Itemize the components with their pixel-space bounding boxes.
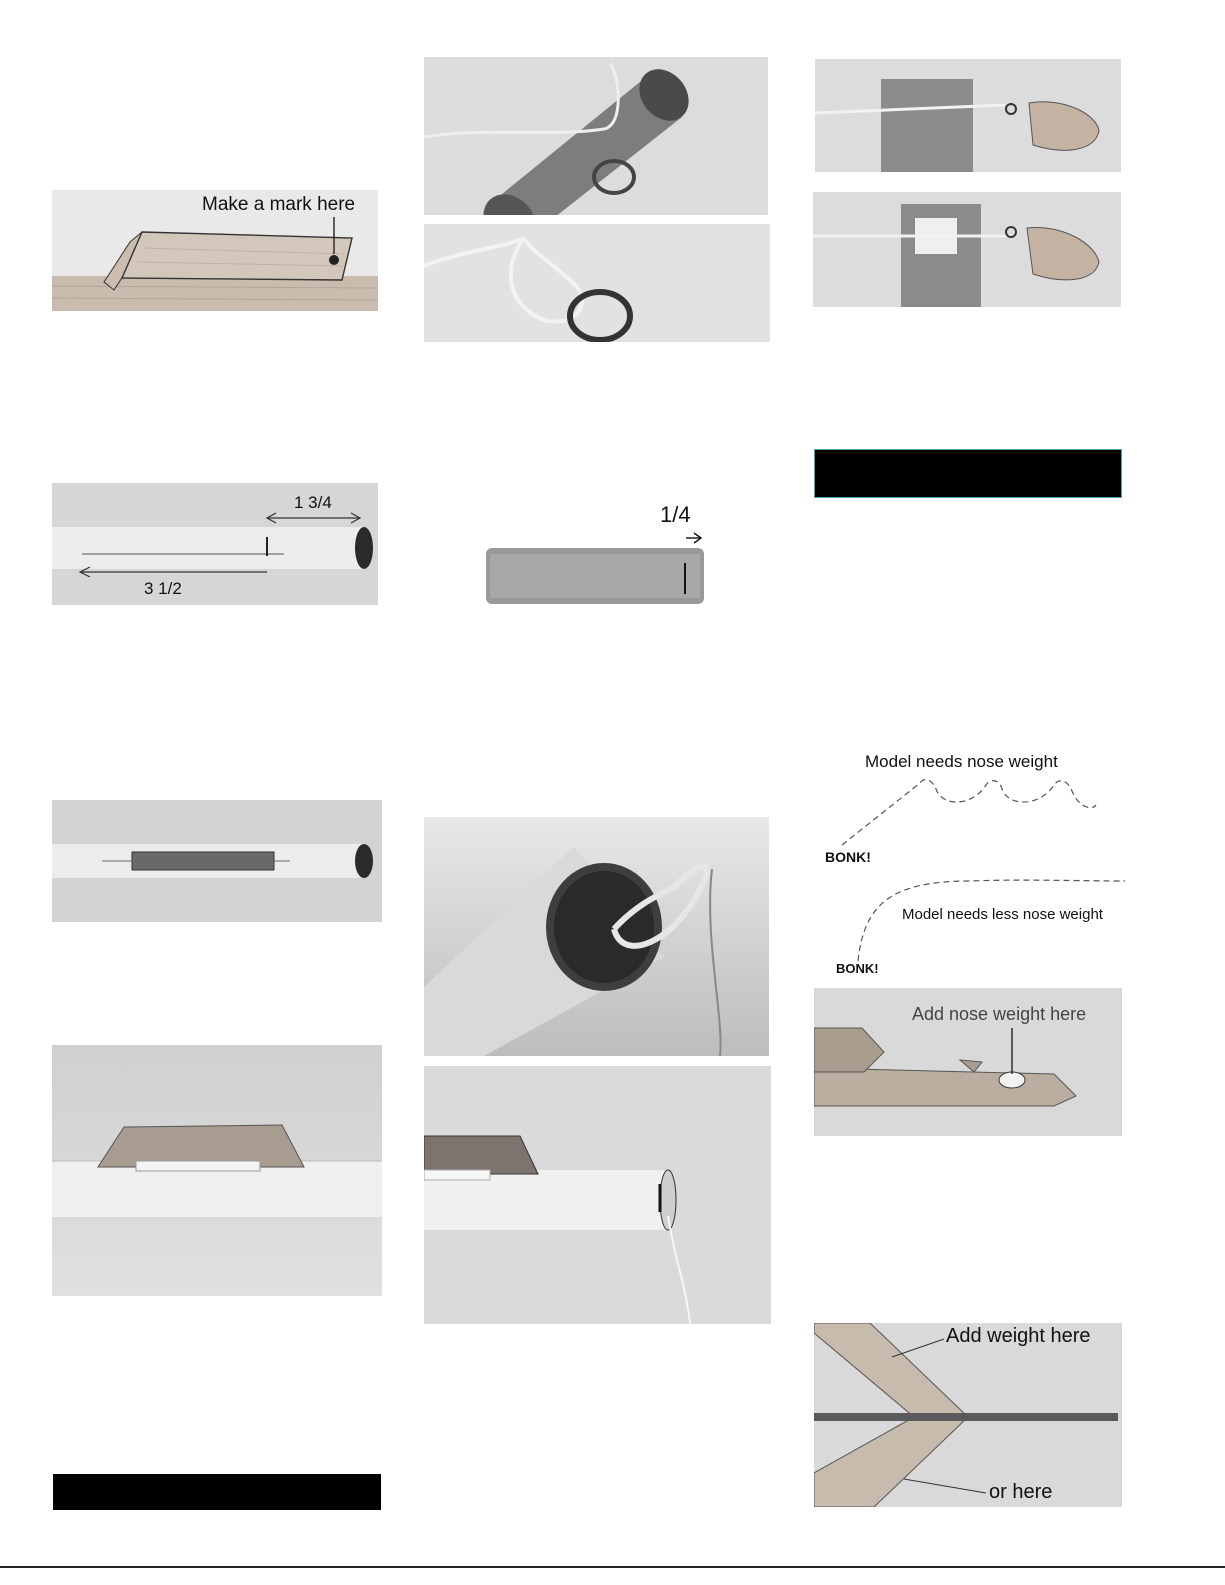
photo-tube-end-loop bbox=[424, 817, 769, 1056]
tube-slot-illustration bbox=[52, 800, 382, 922]
mark-dot bbox=[329, 255, 339, 265]
flight-path-diagram bbox=[820, 745, 1125, 980]
add-weight-label: Add weight here bbox=[946, 1325, 1091, 1347]
photo-streamer-cone bbox=[815, 59, 1121, 172]
photo-pylon-mark bbox=[52, 190, 378, 311]
tube-end-loop-illustration bbox=[424, 817, 769, 1056]
bonk-bottom-label: BONK! bbox=[836, 961, 879, 976]
add-nose-weight-label: Add nose weight here bbox=[912, 1004, 1087, 1024]
right-section-bar bbox=[814, 449, 1122, 498]
photo-nose-weight bbox=[814, 988, 1122, 1136]
photo-tube-slot bbox=[52, 800, 382, 922]
pylon-on-tube-illustration bbox=[52, 1045, 382, 1296]
streamer-window-illustration bbox=[813, 192, 1121, 307]
needs-less-nose-weight-label: Model needs less nose weight bbox=[902, 906, 1103, 923]
photo-engine-quarter bbox=[470, 500, 720, 610]
streamer-cone-illustration bbox=[815, 59, 1121, 172]
photo-engine-string bbox=[424, 57, 768, 215]
mark-here-label: Make a mark here bbox=[202, 194, 356, 215]
photo-tail-weight bbox=[814, 1323, 1122, 1507]
tail-weight-illustration bbox=[814, 1323, 1122, 1507]
bonk-top-label: BONK! bbox=[825, 849, 871, 865]
dim-1-4-label: 1/4 bbox=[660, 502, 691, 527]
tube-pylon-string-illustration bbox=[424, 1066, 771, 1324]
engine-string-illustration bbox=[424, 57, 768, 215]
string-loop-illustration bbox=[424, 224, 770, 342]
left-section-bar bbox=[53, 1474, 381, 1510]
needs-nose-weight-label: Model needs nose weight bbox=[865, 752, 1058, 771]
bottom-rule bbox=[0, 1566, 1225, 1568]
dim-3-1-2-label: 3 1/2 bbox=[144, 579, 182, 598]
photo-pylon-on-tube bbox=[52, 1045, 382, 1296]
photo-string-loop bbox=[424, 224, 770, 342]
or-here-label: or here bbox=[989, 1481, 1053, 1503]
photo-tube-pylon-string bbox=[424, 1066, 771, 1324]
dim-1-3-4-label: 1 3/4 bbox=[294, 493, 332, 512]
photo-streamer-window bbox=[813, 192, 1121, 307]
photo-tube-measure bbox=[52, 483, 378, 605]
